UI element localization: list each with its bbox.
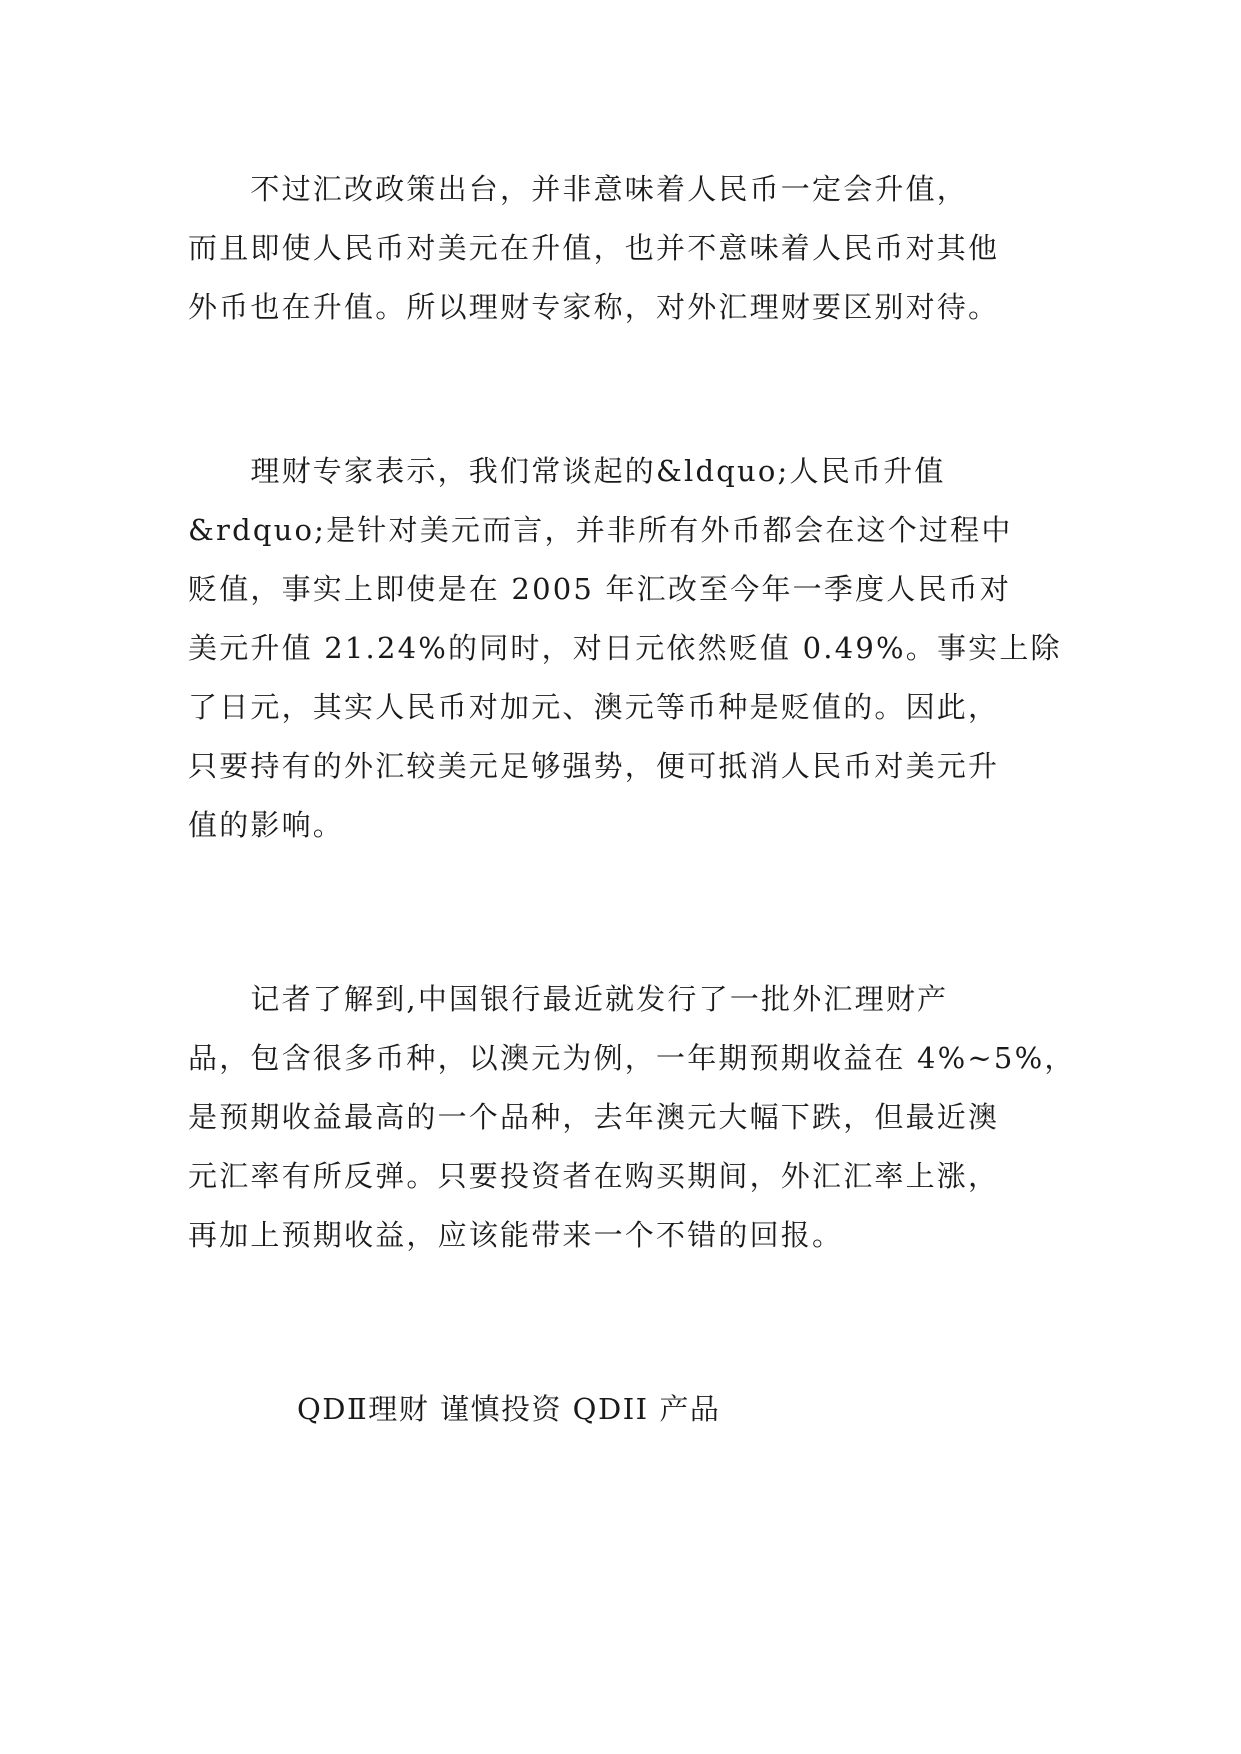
section-heading: QDⅡ理财 谨慎投资 QDII 产品 [297, 1392, 721, 1426]
text-line: 理财专家表示，我们常谈起的&ldquo;人民币升值 [188, 454, 946, 488]
paragraph-exchange-reform [188, 160, 1068, 337]
text-line: 了日元，其实人民币对加元、澳元等币种是贬值的。因此， [188, 690, 1000, 724]
text-line: 值的影响。 [188, 808, 345, 842]
text-line: 是预期收益最高的一个品种，去年澳元大幅下跌，但最近澳 [188, 1100, 1000, 1134]
text-line: 贬值，事实上即使是在 2005 年汇改至今年一季度人民币对 [188, 572, 1012, 606]
text-line: 元汇率有所反弹。只要投资者在购买期间，外汇汇率上涨， [188, 1159, 1000, 1193]
text-line: &rdquo;是针对美元而言，并非所有外币都会在这个过程中 [188, 513, 1013, 547]
text-line: 外币也在升值。所以理财专家称，对外汇理财要区别对待。 [188, 290, 1000, 324]
text-line: 而且即使人民币对美元在升值，也并不意味着人民币对其他 [188, 231, 1000, 265]
text-line: 美元升值 21.24%的同时，对日元依然贬值 0.49%。事实上除 [188, 631, 1062, 665]
paragraph-rmb-appreciation [188, 442, 1068, 855]
text-line: 再加上预期收益，应该能带来一个不错的回报。 [188, 1218, 844, 1252]
text-line: 记者了解到,中国银行最近就发行了一批外汇理财产 [188, 982, 949, 1016]
text-line: 品，包含很多币种，以澳元为例，一年期预期收益在 4%~5%， [188, 1041, 1076, 1075]
paragraph-boc-products [188, 970, 1076, 1265]
text-line: 只要持有的外汇较美元足够强势，便可抵消人民币对美元升 [188, 749, 1000, 783]
text-line: 不过汇改政策出台，并非意味着人民币一定会升值， [188, 172, 969, 206]
